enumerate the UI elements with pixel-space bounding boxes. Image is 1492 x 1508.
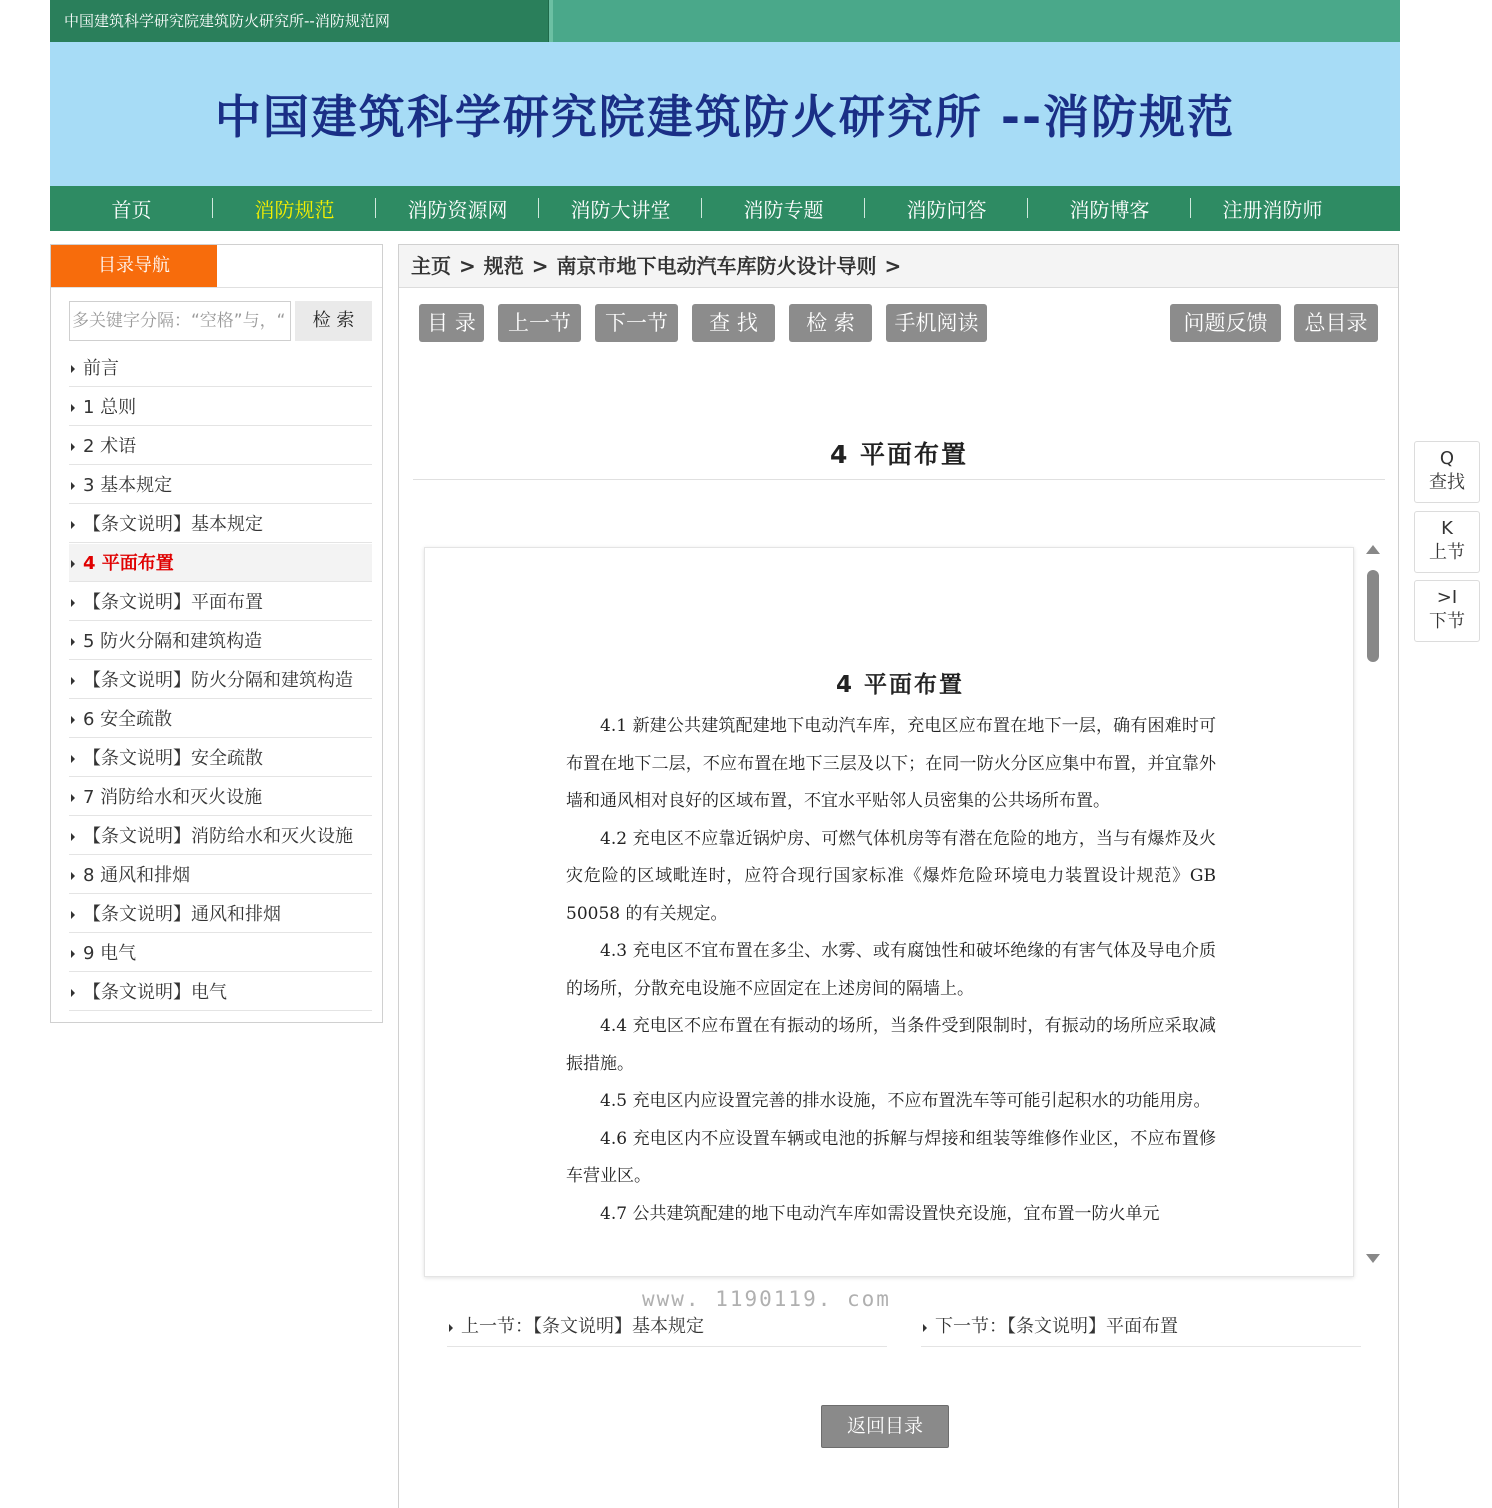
next-section-link[interactable]: 下一节：【条文说明】平面布置 xyxy=(921,1309,1361,1347)
master-catalog-button[interactable]: 总目录 xyxy=(1294,304,1378,342)
nav-item-topics[interactable]: 消防专题 xyxy=(702,194,865,223)
prev-section-link[interactable]: 上一节：【条文说明】基本规定 xyxy=(447,1309,887,1347)
search-icon: Q xyxy=(1439,448,1455,469)
toc-item[interactable]: 8 通风和排烟 xyxy=(69,856,372,894)
scroll-down-arrow-icon[interactable] xyxy=(1366,1254,1380,1263)
banner xyxy=(50,42,1400,186)
search-button[interactable]: 检 索 xyxy=(295,301,372,341)
main-panel xyxy=(398,244,1399,1508)
breadcrumb xyxy=(399,245,1398,288)
toc-item[interactable]: 【条文说明】通风和排烟 xyxy=(69,895,372,933)
toc-item[interactable]: 5 防火分隔和建筑构造 xyxy=(69,622,372,660)
mobile-read-button[interactable]: 手机阅读 xyxy=(886,304,987,342)
prev-section-icon: K xyxy=(1441,518,1453,539)
nav-item-blog[interactable]: 消防博客 xyxy=(1028,194,1191,223)
toc-item[interactable]: 【条文说明】平面布置 xyxy=(69,583,372,621)
toc-item[interactable]: 1 总则 xyxy=(69,388,372,426)
breadcrumb-home[interactable]: 主页 xyxy=(411,254,451,278)
feedback-button[interactable]: 问题反馈 xyxy=(1170,304,1281,342)
sidebar-header xyxy=(51,245,382,288)
float-find-label: 查找 xyxy=(1429,472,1465,493)
clause-paragraph: 4.6 充电区内不应设置车辆或电池的拆解与焊接和组装等维修作业区，不应布置修车营业区。 xyxy=(566,1128,1216,1186)
toc-item[interactable]: 9 电气 xyxy=(69,934,372,972)
main-nav xyxy=(50,186,1400,231)
document-viewer[interactable] xyxy=(424,547,1354,1277)
breadcrumb-sep: > xyxy=(459,254,476,278)
catalog-button[interactable]: 目 录 xyxy=(419,304,484,342)
scroll-up-arrow-icon[interactable] xyxy=(1366,545,1380,554)
sidebar xyxy=(50,244,383,1023)
site-name[interactable]: 中国建筑科学研究院建筑防火研究所--消防规范网 xyxy=(50,0,548,42)
clause-paragraph: 4.2 充电区不应靠近锅炉房、可燃气体机房等有潜在危险的地方，当与有爆炸及火灾危险的区域毗连时，应符合现行国家标准《爆炸危险环境电力装置设计规范》GB 50058 的有关规定。 xyxy=(566,828,1216,924)
prev-section-button[interactable]: 上一节 xyxy=(498,304,581,342)
toc-item[interactable]: 【条文说明】基本规定 xyxy=(69,505,372,543)
toc-list xyxy=(69,349,372,1012)
breadcrumb-current[interactable]: 南京市地下电动汽车库防火设计导则 xyxy=(556,254,877,278)
next-section-button[interactable]: 下一节 xyxy=(595,304,678,342)
toc-item[interactable]: 6 安全疏散 xyxy=(69,700,372,738)
sidebar-tab-catalog[interactable]: 目录导航 xyxy=(51,245,217,287)
nav-item-engineer[interactable]: 注册消防师 xyxy=(1222,198,1323,222)
toc-item[interactable]: 【条文说明】电气 xyxy=(69,973,372,1011)
clause-paragraph: 4.3 充电区不宜布置在多尘、水雾、或有腐蚀性和破坏绝缘的有害气体及导电介质的场所，分散充电设施不应固定在上述房间的隔墙上。 xyxy=(566,941,1216,999)
nav-item-qa[interactable]: 消防问答 xyxy=(865,194,1028,223)
float-next-label: 下节 xyxy=(1429,611,1465,632)
find-button[interactable]: 查 找 xyxy=(692,304,775,342)
document-scrollbar[interactable] xyxy=(1359,545,1387,1275)
breadcrumb-codes[interactable]: 规范 xyxy=(483,254,524,278)
clause-paragraph: 4.4 充电区不应布置在有振动的场所，当条件受到限制时，有振动的场所应采取减振措施。 xyxy=(566,1016,1216,1074)
clause-paragraph: 4.7 公共建筑配建的地下电动汽车库如需设置快充设施，宜布置一防火单元 xyxy=(600,1203,1160,1224)
top-bar-divider xyxy=(548,0,553,42)
float-find-button[interactable] xyxy=(1414,441,1480,503)
next-section-icon: >I xyxy=(1436,587,1458,608)
section-title: 4 平面布置 xyxy=(829,440,969,469)
document-title: 4 平面布置 xyxy=(835,672,964,698)
clause-paragraph: 4.1 新建公共建筑配建地下电动汽车库，充电区应布置在地下一层，确有困难时可布置在地下二层，不应布置在地下三层及以下；在同一防火分区应集中布置，并宜靠外墙和通风相对良好的区域布置，不宜水平贴邻人员密集的公共场所布置。 xyxy=(566,716,1216,811)
document-body xyxy=(566,708,1216,1233)
toc-item[interactable]: 前言 xyxy=(69,349,372,387)
scroll-thumb[interactable] xyxy=(1367,570,1379,662)
float-next-button[interactable] xyxy=(1414,580,1480,642)
toc-item[interactable]: 【条文说明】防火分隔和建筑构造 xyxy=(69,661,372,699)
float-prev-label: 上节 xyxy=(1429,542,1465,563)
toc-item[interactable]: 2 术语 xyxy=(69,427,372,465)
nav-item-resources[interactable]: 消防资源网 xyxy=(376,194,539,223)
clause-paragraph: 4.5 充电区内应设置完善的排水设施，不应布置洗车等可能引起积水的功能用房。 xyxy=(600,1091,1211,1111)
toc-item-active[interactable]: 4 平面布置 xyxy=(69,544,372,582)
back-to-catalog-button[interactable]: 返回目录 xyxy=(821,1405,949,1448)
nav-item-lectures[interactable]: 消防大讲堂 xyxy=(539,194,702,223)
divider xyxy=(413,479,1385,480)
breadcrumb-sep: > xyxy=(884,254,902,278)
toc-item[interactable]: 【条文说明】安全疏散 xyxy=(69,739,372,777)
banner-title: 中国建筑科学研究院建筑防火研究所 --消防规范 xyxy=(214,90,1236,144)
sidebar-search xyxy=(69,301,372,341)
float-prev-button[interactable] xyxy=(1414,511,1480,573)
toc-item[interactable]: 【条文说明】消防给水和灭火设施 xyxy=(69,817,372,855)
search-button[interactable]: 检 索 xyxy=(789,304,872,342)
search-input[interactable]: 多关键字分隔：“空格”与，“ xyxy=(69,301,291,341)
nav-item-home[interactable]: 首页 xyxy=(50,194,213,223)
toc-item[interactable]: 7 消防给水和灭火设施 xyxy=(69,778,372,816)
nav-item-codes[interactable]: 消防规范 xyxy=(213,194,376,223)
breadcrumb-sep: > xyxy=(531,254,549,278)
watermark: www. 1190119. com xyxy=(642,1287,891,1311)
top-bar xyxy=(50,0,1400,42)
toolbar xyxy=(419,304,1379,342)
toc-item[interactable]: 3 基本规定 xyxy=(69,466,372,504)
